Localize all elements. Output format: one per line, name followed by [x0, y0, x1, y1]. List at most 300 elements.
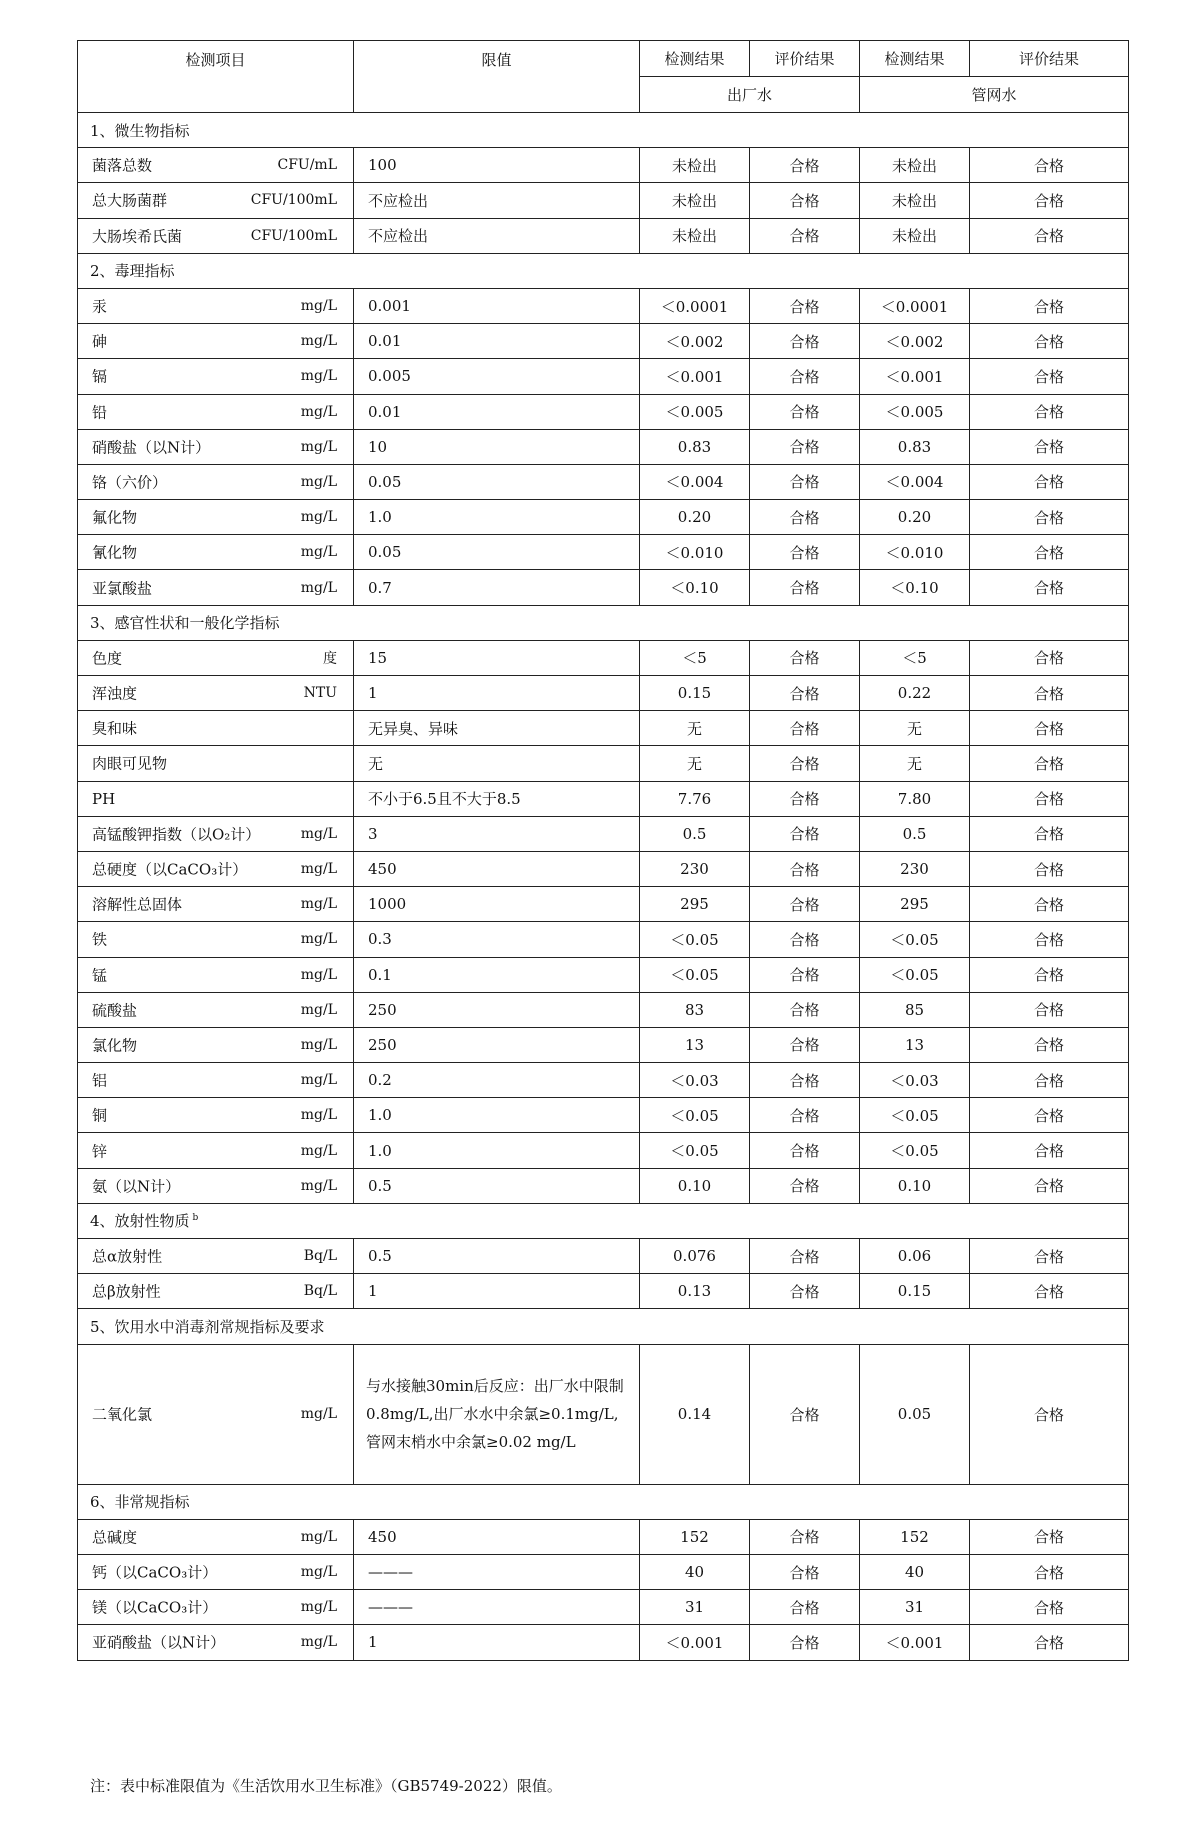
item-unit: 度 — [323, 650, 337, 667]
network-eval-cell: 合格 — [970, 746, 1129, 781]
factory-eval-cell: 合格 — [750, 1519, 860, 1554]
limit-cell: 0.01 — [354, 324, 640, 359]
factory-result-cell: 83 — [640, 992, 750, 1027]
item-unit: mg/L — [300, 1406, 337, 1423]
item-unit: mg/L — [300, 544, 337, 561]
header-item-label: 检测项目 — [185, 51, 246, 69]
network-result-cell: 0.83 — [860, 429, 970, 464]
section-title-note: b — [192, 1213, 199, 1224]
network-eval-cell: 合格 — [970, 1168, 1129, 1203]
item-unit: mg/L — [300, 966, 337, 983]
factory-result-cell: 未检出 — [640, 183, 750, 218]
factory-eval-cell: 合格 — [750, 676, 860, 711]
factory-eval-cell: 合格 — [750, 359, 860, 394]
item-unit: mg/L — [300, 579, 337, 596]
table-row — [78, 570, 1129, 605]
item-name: 氨（以N计） — [92, 1177, 181, 1196]
item-cell — [78, 1344, 354, 1484]
table-row — [78, 992, 1129, 1027]
table-row — [78, 359, 1129, 394]
item-cell — [78, 1168, 354, 1203]
limit-cell: 450 — [354, 1519, 640, 1554]
limit-cell: 0.3 — [354, 922, 640, 957]
item-unit: mg/L — [300, 1072, 337, 1089]
section-title-text: 1、微生物指标 — [90, 121, 190, 140]
network-eval-cell: 合格 — [970, 1239, 1129, 1274]
table-row — [78, 288, 1129, 323]
table-row — [78, 1168, 1129, 1203]
factory-result-cell: 未检出 — [640, 218, 750, 253]
factory-eval-cell: 合格 — [750, 922, 860, 957]
limit-cell: 0.001 — [354, 288, 640, 323]
factory-result-cell: ＜0.05 — [640, 922, 750, 957]
network-eval-cell: 合格 — [970, 922, 1129, 957]
item-name: 镁（以CaCO₃计） — [92, 1598, 218, 1617]
item-cell — [78, 1098, 354, 1133]
network-eval-cell: 合格 — [970, 464, 1129, 499]
network-result-cell: 未检出 — [860, 148, 970, 183]
network-eval-cell: 合格 — [970, 1625, 1129, 1660]
table-row — [78, 1239, 1129, 1274]
limit-cell: 无 — [354, 746, 640, 781]
item-cell — [78, 957, 354, 992]
item-name: 锌 — [92, 1142, 108, 1161]
header-row — [78, 41, 1129, 77]
network-result-cell: 13 — [860, 1027, 970, 1062]
item-unit: mg/L — [300, 1599, 337, 1616]
network-result-cell: 152 — [860, 1519, 970, 1554]
limit-cell: 1.0 — [354, 500, 640, 535]
factory-eval-cell: 合格 — [750, 324, 860, 359]
factory-eval-cell: 合格 — [750, 1239, 860, 1274]
item-name: 溶解性总固体 — [92, 895, 183, 914]
item-cell — [78, 394, 354, 429]
header-source-network: 管网水 — [860, 77, 1129, 113]
item-name: 硝酸盐（以N计） — [92, 438, 211, 457]
item-cell — [78, 1133, 354, 1168]
item-name: 总大肠菌群 — [92, 191, 168, 210]
network-result-cell: ＜0.004 — [860, 464, 970, 499]
network-eval-cell: 合格 — [970, 183, 1129, 218]
table-row — [78, 429, 1129, 464]
item-cell — [78, 1239, 354, 1274]
limit-cell: 0.05 — [354, 535, 640, 570]
limit-cell: 0.05 — [354, 464, 640, 499]
item-name: 肉眼可见物 — [92, 754, 168, 773]
network-eval-cell: 合格 — [970, 957, 1129, 992]
network-eval-cell: 合格 — [970, 640, 1129, 675]
limit-cell: 15 — [354, 640, 640, 675]
factory-eval-cell: 合格 — [750, 1133, 860, 1168]
factory-result-cell: ＜0.03 — [640, 1063, 750, 1098]
item-unit: mg/L — [300, 1634, 337, 1651]
factory-eval-cell: 合格 — [750, 570, 860, 605]
table-row — [78, 218, 1129, 253]
factory-result-cell: ＜0.002 — [640, 324, 750, 359]
table-row — [78, 394, 1129, 429]
item-unit: mg/L — [300, 509, 337, 526]
item-cell — [78, 851, 354, 886]
item-cell — [78, 781, 354, 816]
item-name: 氯化物 — [92, 1036, 138, 1055]
header-result-1: 检测结果 — [640, 41, 750, 77]
network-eval-cell: 合格 — [970, 1274, 1129, 1309]
item-cell — [78, 183, 354, 218]
item-unit: mg/L — [300, 931, 337, 948]
network-eval-cell: 合格 — [970, 1344, 1129, 1484]
limit-cell: 0.005 — [354, 359, 640, 394]
factory-result-cell: 无 — [640, 746, 750, 781]
section-title-text: 6、非常规指标 — [90, 1493, 190, 1512]
factory-eval-cell: 合格 — [750, 183, 860, 218]
network-result-cell: 295 — [860, 887, 970, 922]
table-row — [78, 781, 1129, 816]
header-limit-label: 限值 — [481, 51, 512, 69]
item-unit: mg/L — [300, 861, 337, 878]
limit-cell: 不应检出 — [354, 183, 640, 218]
table-row — [78, 1133, 1129, 1168]
section-header-row — [78, 1484, 1129, 1519]
limit-cell: 1 — [354, 1625, 640, 1660]
item-unit: mg/L — [300, 368, 337, 385]
network-eval-cell: 合格 — [970, 500, 1129, 535]
item-cell — [78, 1625, 354, 1660]
item-unit: mg/L — [300, 1001, 337, 1018]
factory-result-cell: 295 — [640, 887, 750, 922]
table-row — [78, 851, 1129, 886]
factory-eval-cell: 合格 — [750, 992, 860, 1027]
table-row — [78, 1590, 1129, 1625]
limit-cell: 无异臭、异味 — [354, 711, 640, 746]
table-row — [78, 1519, 1129, 1554]
section-title — [78, 113, 1129, 148]
item-name: 总β放射性 — [92, 1282, 161, 1301]
limit-cell: 1 — [354, 676, 640, 711]
section-title — [78, 1309, 1129, 1344]
item-unit: mg/L — [300, 896, 337, 913]
section-title — [78, 605, 1129, 640]
table-row — [78, 887, 1129, 922]
network-result-cell: ＜0.002 — [860, 324, 970, 359]
water-quality-table — [77, 40, 1129, 1661]
network-result-cell: 0.20 — [860, 500, 970, 535]
network-result-cell: ＜0.005 — [860, 394, 970, 429]
item-cell — [78, 922, 354, 957]
factory-result-cell: 152 — [640, 1519, 750, 1554]
item-cell — [78, 570, 354, 605]
network-eval-cell: 合格 — [970, 570, 1129, 605]
limit-cell: 0.5 — [354, 1168, 640, 1203]
network-result-cell: ＜0.05 — [860, 1098, 970, 1133]
network-eval-cell: 合格 — [970, 359, 1129, 394]
table-row — [78, 1274, 1129, 1309]
network-result-cell: 31 — [860, 1590, 970, 1625]
item-unit: CFU/100mL — [250, 192, 337, 209]
item-unit: mg/L — [300, 825, 337, 842]
item-unit: Bq/L — [303, 1248, 337, 1265]
item-name: 亚硝酸盐（以N计） — [92, 1633, 226, 1652]
section-title — [78, 253, 1129, 288]
network-result-cell: 0.5 — [860, 816, 970, 851]
item-cell — [78, 500, 354, 535]
item-cell — [78, 359, 354, 394]
factory-result-cell: 0.15 — [640, 676, 750, 711]
limit-cell: 100 — [354, 148, 640, 183]
table-row — [78, 500, 1129, 535]
header-eval-2: 评价结果 — [970, 41, 1129, 77]
header-limit — [354, 41, 640, 113]
item-unit: Bq/L — [303, 1283, 337, 1300]
item-unit: CFU/mL — [277, 157, 337, 174]
limit-cell: 1.0 — [354, 1098, 640, 1133]
item-name: 砷 — [92, 332, 108, 351]
limit-cell: 250 — [354, 992, 640, 1027]
factory-eval-cell: 合格 — [750, 781, 860, 816]
network-result-cell: ＜0.03 — [860, 1063, 970, 1098]
item-cell — [78, 429, 354, 464]
item-unit: mg/L — [300, 298, 337, 315]
factory-result-cell: 0.20 — [640, 500, 750, 535]
factory-result-cell: 0.5 — [640, 816, 750, 851]
network-result-cell: 未检出 — [860, 183, 970, 218]
item-name: 亚氯酸盐 — [92, 579, 153, 598]
table-row — [78, 1063, 1129, 1098]
factory-result-cell: ＜0.05 — [640, 1098, 750, 1133]
network-result-cell: 7.80 — [860, 781, 970, 816]
item-cell — [78, 992, 354, 1027]
item-unit: mg/L — [300, 1528, 337, 1545]
item-unit: mg/L — [300, 1564, 337, 1581]
item-unit: mg/L — [300, 473, 337, 490]
item-name: 浑浊度 — [92, 684, 138, 703]
table-row — [78, 640, 1129, 675]
item-cell — [78, 1590, 354, 1625]
header-item — [78, 41, 354, 113]
item-name: 铝 — [92, 1071, 108, 1090]
table-row — [78, 922, 1129, 957]
limit-cell: 0.01 — [354, 394, 640, 429]
limit-cell: 250 — [354, 1027, 640, 1062]
network-eval-cell: 合格 — [970, 1133, 1129, 1168]
factory-eval-cell: 合格 — [750, 1554, 860, 1589]
factory-result-cell: 0.13 — [640, 1274, 750, 1309]
header-source-factory: 出厂水 — [640, 77, 860, 113]
item-cell — [78, 676, 354, 711]
section-header-row — [78, 113, 1129, 148]
network-eval-cell: 合格 — [970, 429, 1129, 464]
section-header-row — [78, 1309, 1129, 1344]
factory-eval-cell: 合格 — [750, 1027, 860, 1062]
factory-result-cell: 0.83 — [640, 429, 750, 464]
section-title-text: 5、饮用水中消毒剂常规指标及要求 — [90, 1317, 325, 1336]
table-row — [78, 746, 1129, 781]
item-cell — [78, 1554, 354, 1589]
network-result-cell: ＜0.05 — [860, 957, 970, 992]
item-name: 镉 — [92, 367, 108, 386]
section-title-text: 4、放射性物质 — [90, 1212, 190, 1231]
item-name: 锰 — [92, 966, 108, 985]
table-row — [78, 816, 1129, 851]
item-name: 硫酸盐 — [92, 1001, 138, 1020]
network-eval-cell: 合格 — [970, 1590, 1129, 1625]
factory-result-cell: ＜0.001 — [640, 359, 750, 394]
header-result-2: 检测结果 — [860, 41, 970, 77]
factory-result-cell: ＜0.0001 — [640, 288, 750, 323]
limit-cell: 10 — [354, 429, 640, 464]
section-title-text: 3、感官性状和一般化学指标 — [90, 614, 280, 633]
factory-eval-cell: 合格 — [750, 1098, 860, 1133]
item-name: PH — [92, 789, 116, 808]
limit-cell: 0.1 — [354, 957, 640, 992]
network-eval-cell: 合格 — [970, 1063, 1129, 1098]
factory-eval-cell: 合格 — [750, 288, 860, 323]
network-result-cell: ＜0.001 — [860, 1625, 970, 1660]
network-result-cell: ＜0.0001 — [860, 288, 970, 323]
factory-result-cell: ＜0.005 — [640, 394, 750, 429]
network-result-cell: ＜0.001 — [860, 359, 970, 394]
item-name: 氟化物 — [92, 508, 138, 527]
limit-cell: 3 — [354, 816, 640, 851]
factory-eval-cell: 合格 — [750, 1168, 860, 1203]
network-result-cell: ＜0.010 — [860, 535, 970, 570]
factory-eval-cell: 合格 — [750, 1274, 860, 1309]
header-eval-1: 评价结果 — [750, 41, 860, 77]
network-eval-cell: 合格 — [970, 992, 1129, 1027]
factory-result-cell: 未检出 — [640, 148, 750, 183]
item-name: 总碱度 — [92, 1528, 138, 1547]
limit-cell: 1 — [354, 1274, 640, 1309]
table-row — [78, 1027, 1129, 1062]
network-eval-cell: 合格 — [970, 851, 1129, 886]
table-row — [78, 1554, 1129, 1589]
factory-eval-cell: 合格 — [750, 1344, 860, 1484]
factory-eval-cell: 合格 — [750, 1590, 860, 1625]
network-eval-cell: 合格 — [970, 288, 1129, 323]
section-title — [78, 1203, 1129, 1238]
item-name: 钙（以CaCO₃计） — [92, 1563, 218, 1582]
item-cell — [78, 711, 354, 746]
section-header-row — [78, 253, 1129, 288]
item-cell — [78, 1274, 354, 1309]
section-header-row — [78, 1203, 1129, 1238]
factory-result-cell: 0.10 — [640, 1168, 750, 1203]
item-unit: mg/L — [300, 438, 337, 455]
item-name: 大肠埃希氏菌 — [92, 227, 183, 246]
table-row — [78, 464, 1129, 499]
network-result-cell: 0.05 — [860, 1344, 970, 1484]
factory-eval-cell: 合格 — [750, 1063, 860, 1098]
limit-cell: 0.5 — [354, 1239, 640, 1274]
factory-result-cell: 无 — [640, 711, 750, 746]
factory-eval-cell: 合格 — [750, 816, 860, 851]
network-eval-cell: 合格 — [970, 324, 1129, 359]
item-name: 铁 — [92, 930, 108, 949]
network-result-cell: 0.22 — [860, 676, 970, 711]
item-unit: mg/L — [300, 1177, 337, 1194]
network-result-cell: ＜0.05 — [860, 1133, 970, 1168]
factory-result-cell: ＜0.10 — [640, 570, 750, 605]
item-name: 总硬度（以CaCO₃计） — [92, 860, 248, 879]
limit-cell: 1.0 — [354, 1133, 640, 1168]
table-row — [78, 183, 1129, 218]
table-row — [78, 957, 1129, 992]
item-cell — [78, 288, 354, 323]
item-name: 二氧化氯 — [92, 1405, 153, 1424]
item-name: 菌落总数 — [92, 156, 153, 175]
item-name: 色度 — [92, 649, 123, 668]
item-cell — [78, 640, 354, 675]
network-result-cell: 0.10 — [860, 1168, 970, 1203]
factory-eval-cell: 合格 — [750, 218, 860, 253]
limit-cell: 不小于6.5且不大于8.5 — [354, 781, 640, 816]
network-result-cell: ＜0.10 — [860, 570, 970, 605]
item-name: 臭和味 — [92, 719, 138, 738]
network-result-cell: 无 — [860, 711, 970, 746]
footnote: 注：表中标准限值为《生活饮用水卫生标准》（GB5749-2022）限值。 — [90, 1777, 562, 1795]
factory-eval-cell: 合格 — [750, 464, 860, 499]
limit-cell: 不应检出 — [354, 218, 640, 253]
limit-cell: ——— — [354, 1554, 640, 1589]
item-name: 铬（六价） — [92, 473, 168, 492]
factory-result-cell: ＜0.004 — [640, 464, 750, 499]
limit-cell: 450 — [354, 851, 640, 886]
network-result-cell: 40 — [860, 1554, 970, 1589]
item-name: 汞 — [92, 297, 108, 316]
section-header-row — [78, 605, 1129, 640]
limit-cell: 1000 — [354, 887, 640, 922]
factory-eval-cell: 合格 — [750, 957, 860, 992]
factory-eval-cell: 合格 — [750, 394, 860, 429]
item-unit: mg/L — [300, 333, 337, 350]
factory-eval-cell: 合格 — [750, 887, 860, 922]
factory-result-cell: 40 — [640, 1554, 750, 1589]
table-row — [78, 324, 1129, 359]
table-row — [78, 676, 1129, 711]
factory-eval-cell: 合格 — [750, 500, 860, 535]
factory-eval-cell: 合格 — [750, 746, 860, 781]
factory-result-cell: 13 — [640, 1027, 750, 1062]
network-result-cell: 230 — [860, 851, 970, 886]
section-title-text: 2、毒理指标 — [90, 262, 175, 281]
table-row — [78, 1098, 1129, 1133]
item-unit: mg/L — [300, 403, 337, 420]
factory-eval-cell: 合格 — [750, 711, 860, 746]
item-name: 总α放射性 — [92, 1247, 163, 1266]
limit-cell: ——— — [354, 1590, 640, 1625]
item-unit: mg/L — [300, 1107, 337, 1124]
item-cell — [78, 1519, 354, 1554]
network-eval-cell: 合格 — [970, 1098, 1129, 1133]
network-eval-cell: 合格 — [970, 394, 1129, 429]
network-result-cell: 0.06 — [860, 1239, 970, 1274]
item-cell — [78, 887, 354, 922]
factory-result-cell: ＜0.010 — [640, 535, 750, 570]
item-cell — [78, 324, 354, 359]
factory-result-cell: ＜5 — [640, 640, 750, 675]
factory-eval-cell: 合格 — [750, 148, 860, 183]
item-cell — [78, 1063, 354, 1098]
item-cell — [78, 535, 354, 570]
network-eval-cell: 合格 — [970, 816, 1129, 851]
item-name: 高锰酸钾指数（以O₂计） — [92, 825, 261, 844]
network-result-cell: 无 — [860, 746, 970, 781]
table-row — [78, 711, 1129, 746]
table-row — [78, 1625, 1129, 1660]
item-unit: NTU — [303, 685, 337, 702]
factory-eval-cell: 合格 — [750, 640, 860, 675]
section-title — [78, 1484, 1129, 1519]
item-cell — [78, 746, 354, 781]
